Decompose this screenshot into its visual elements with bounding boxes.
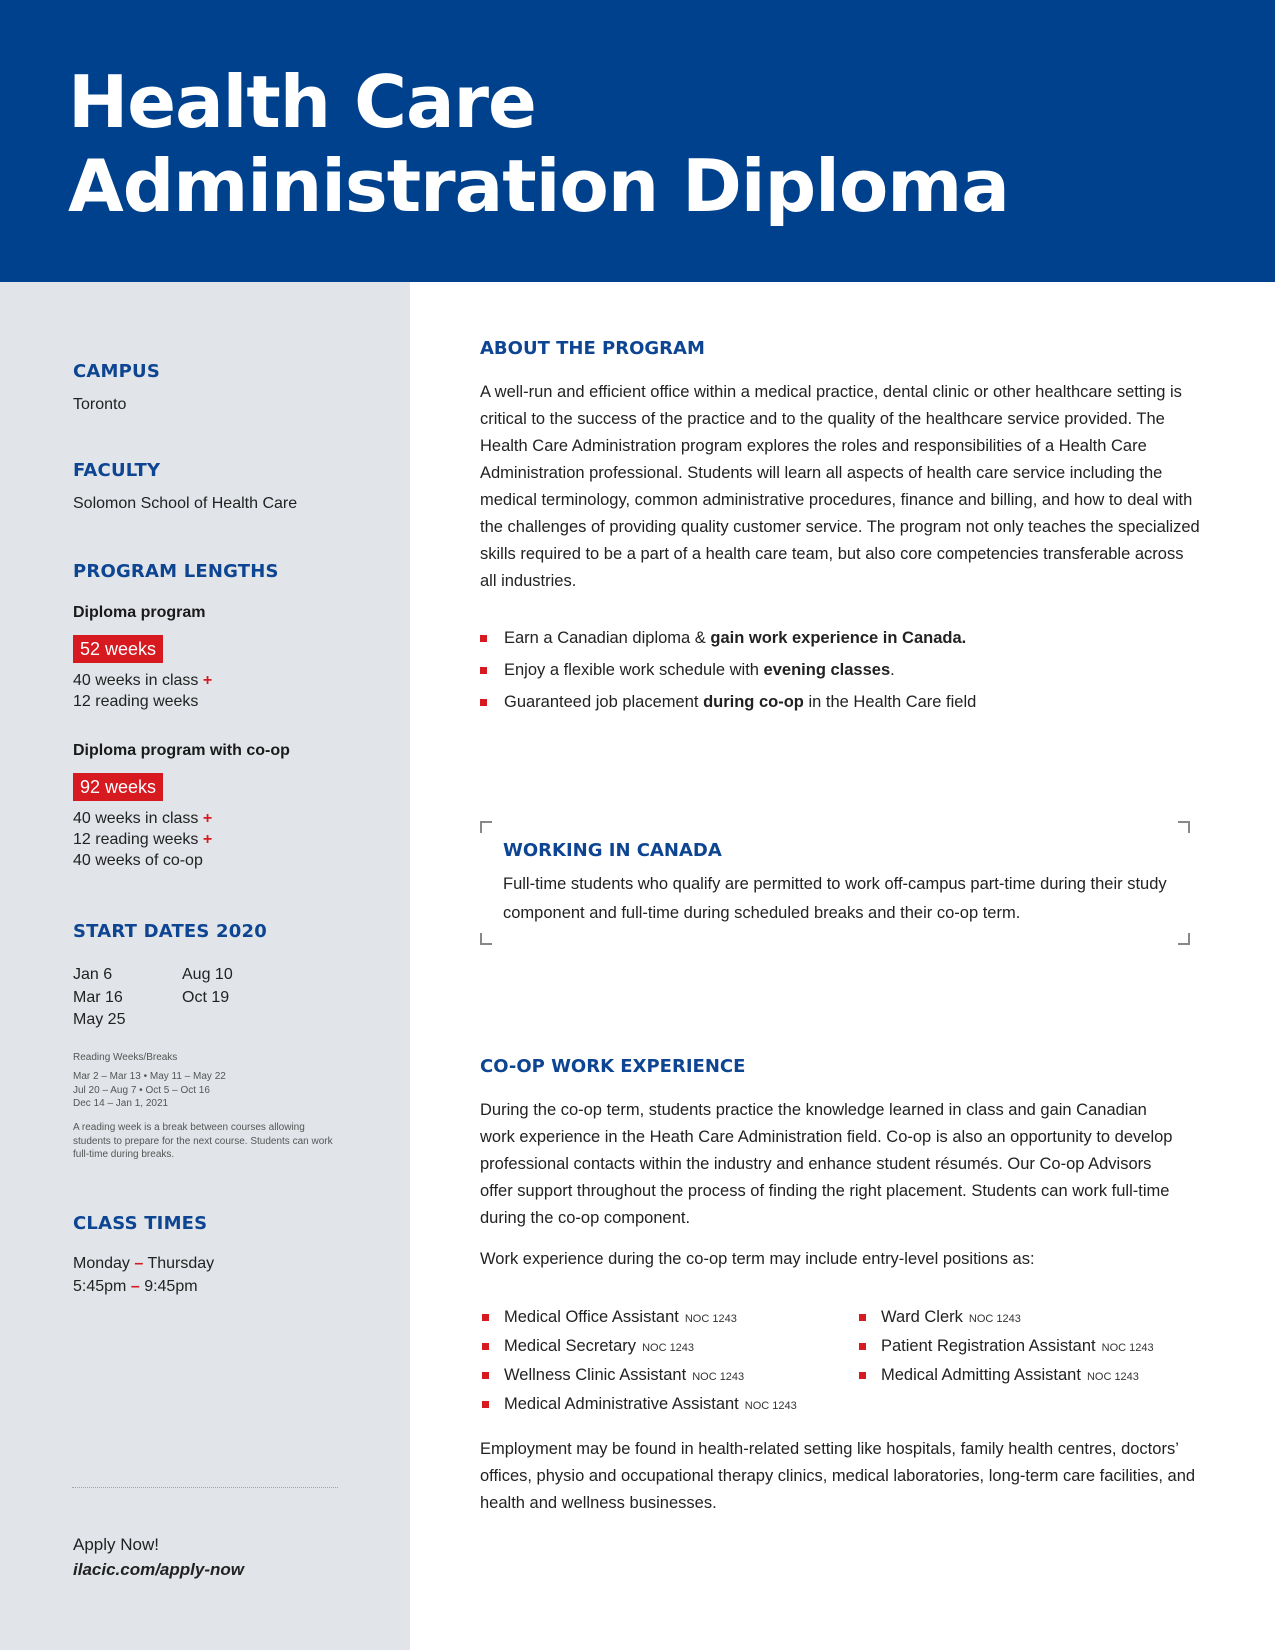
days-end: Thursday [147,1255,215,1272]
bullet-square-icon [482,1343,489,1350]
list-item [857,1362,1154,1391]
noc-code: NOC 1243 [968,1313,1021,1325]
coop-weeks-badge [73,773,163,801]
job-name: Medical Secretary [504,1337,637,1355]
diploma-line1: 40 weeks in class [73,672,199,689]
start-date: Aug 10 [182,966,233,983]
bullet-square-icon [480,635,487,642]
bullet-text: Enjoy a flexible work schedule with [504,661,764,679]
coop-weeks-badge-text: 92 weeks [73,773,163,801]
coop-line3: 40 weeks of co-op [73,852,203,869]
corner-bracket-icon [1178,821,1190,833]
bullet-square-icon [859,1343,866,1350]
coop-title: CO-OP WORK EXPERIENCE [480,1056,746,1077]
list-item [480,654,976,686]
page-title-line1: Health Care [68,60,536,144]
bullet-square-icon [859,1314,866,1321]
break-range: Dec 14 – Jan 1, 2021 [73,1098,169,1109]
start-dates-col1 [73,964,125,1032]
coop-intro: Work experience during the co-op term may include entry-level positions as: [480,1250,1035,1268]
list-item [480,1333,797,1362]
working-title: WORKING IN CANADA [503,840,722,861]
job-name: Ward Clerk [881,1308,963,1326]
working-body: Full-time students who qualify are permitted to work off-campus part-time during their study component and full-time during scheduled breaks and their co-op term. [503,875,1167,922]
list-item [480,1391,797,1420]
reading-week-note: A reading week is a break between courses allowing students to prepare for the next course. Students can work full-time during breaks. [73,1122,333,1160]
job-name: Patient Registration Assistant [881,1337,1096,1355]
plus-sign: + [202,810,213,827]
bullet-square-icon [482,1314,489,1321]
bullet-square-icon [482,1401,489,1408]
jobs-list-left [480,1304,797,1420]
list-item [480,1304,797,1333]
noc-code: NOC 1243 [684,1313,737,1325]
bullet-text: Guaranteed job placement [504,693,704,711]
bullet-text: . [890,661,895,679]
noc-code: NOC 1243 [1101,1342,1154,1354]
bullet-square-icon [480,699,487,706]
campus-value: Toronto [73,396,127,413]
job-name: Medical Office Assistant [504,1308,679,1326]
days-start: Monday [73,1255,130,1272]
bullet-bold-text: gain work experience in Canada. [710,629,967,647]
highlights-list [480,622,976,718]
plus-sign: + [202,831,213,848]
time-start: 5:45pm [73,1278,127,1295]
plus-sign: + [202,672,213,689]
start-date: Oct 19 [182,988,230,1006]
about-body: A well-run and efficient office within a medical practice, dental clinic or other healthcare setting is critical to the success of the practice and to the quality of the healthcare service provided. The Health Care Administration program explores the roles and responsibilities of a Health Care Administration professional. Students will learn all aspects of health care service including the medical terminology, common administrative procedures, finance and billing, and how to deal with the challenges of providing quality customer service. The program not only teaches the specialized skills required to be a part of a health care team, but also core competencies transferable across all industries. [480,383,1200,590]
dash: – [134,1255,144,1272]
apply-link[interactable]: ilacic.com/apply-now [73,1560,244,1579]
start-date: May 25 [73,1011,126,1028]
time-end: 9:45pm [144,1278,198,1295]
bullet-square-icon [482,1372,489,1379]
corner-bracket-icon [480,821,492,833]
faculty-value: Solomon School of Health Care [73,495,298,512]
campus-title: CAMPUS [73,361,161,382]
diploma-label: Diploma program [73,604,206,621]
job-name: Medical Administrative Assistant [504,1395,739,1413]
diploma-breakdown [73,670,212,712]
bullet-bold-text: during co-op [703,693,804,711]
noc-code: NOC 1243 [642,1342,695,1354]
list-item [480,1362,797,1391]
faculty-title: FACULTY [73,460,161,481]
noc-code: NOC 1243 [744,1400,797,1412]
diploma-weeks-badge [73,635,163,663]
start-date: Jan 6 [73,966,113,983]
start-dates-col2 [182,964,233,1009]
program-lengths-title: PROGRAM LENGTHS [73,561,279,582]
start-dates-title: START DATES 2020 [73,921,267,942]
list-item [480,622,976,654]
bullet-text: in the Health Care field [803,693,977,711]
breaks-title: Reading Weeks/Breaks [73,1052,178,1063]
coop-body: During the co-op term, students practice the knowledge learned in class and gain Canadian work experience in the Heath Care Administration field. Co-op is also an opportunity to develop professional contacts within the industry and enhance student résumés. Our Co-op Advisors offer support throughout the process of finding the right placement. Students can work full-time during the co-op component. [480,1101,1173,1227]
header-banner [0,0,1275,282]
diploma-line2: 12 reading weeks [73,693,199,710]
break-range: Mar 2 – Mar 13 • May 11 – May 22 [73,1071,226,1082]
jobs-list-right [857,1304,1154,1391]
page-title-line2: Administration Diploma [68,144,1009,228]
job-name: Wellness Clinic Assistant [504,1366,687,1384]
list-item [857,1304,1154,1333]
coop-label: Diploma program with co-op [73,742,290,759]
coop-line1: 40 weeks in class [73,810,199,827]
employment-text: Employment may be found in health-related setting like hospitals, family health centres, doctors’ offices, physio and occupational therapy clinics, medical laboratories, long-term care facilities, and health and wellness businesses. [480,1440,1196,1512]
list-item [480,686,976,718]
about-title: ABOUT THE PROGRAM [480,338,705,359]
bullet-square-icon [859,1372,866,1379]
bullet-bold-text: evening classes [763,661,891,679]
dash: – [130,1278,140,1295]
divider [72,1487,338,1488]
class-times-title: CLASS TIMES [73,1213,208,1234]
coop-line2: 12 reading weeks [73,831,199,848]
break-range: Jul 20 – Aug 7 • Oct 5 – Oct 16 [73,1084,210,1096]
apply-label: Apply Now! [73,1535,159,1554]
start-date: Mar 16 [73,988,123,1006]
breaks-list [73,1070,226,1111]
noc-code: NOC 1243 [1086,1371,1139,1383]
corner-bracket-icon [1178,933,1190,945]
coop-breakdown [73,808,212,871]
class-times-value [73,1252,214,1298]
page-title [68,60,1009,228]
diploma-weeks-badge-text: 52 weeks [73,635,163,663]
corner-bracket-icon [480,933,492,945]
noc-code: NOC 1243 [692,1371,745,1383]
bullet-square-icon [480,667,487,674]
list-item [857,1333,1154,1362]
bullet-text: Earn a Canadian diploma & [504,629,711,647]
job-name: Medical Admitting Assistant [881,1366,1081,1384]
